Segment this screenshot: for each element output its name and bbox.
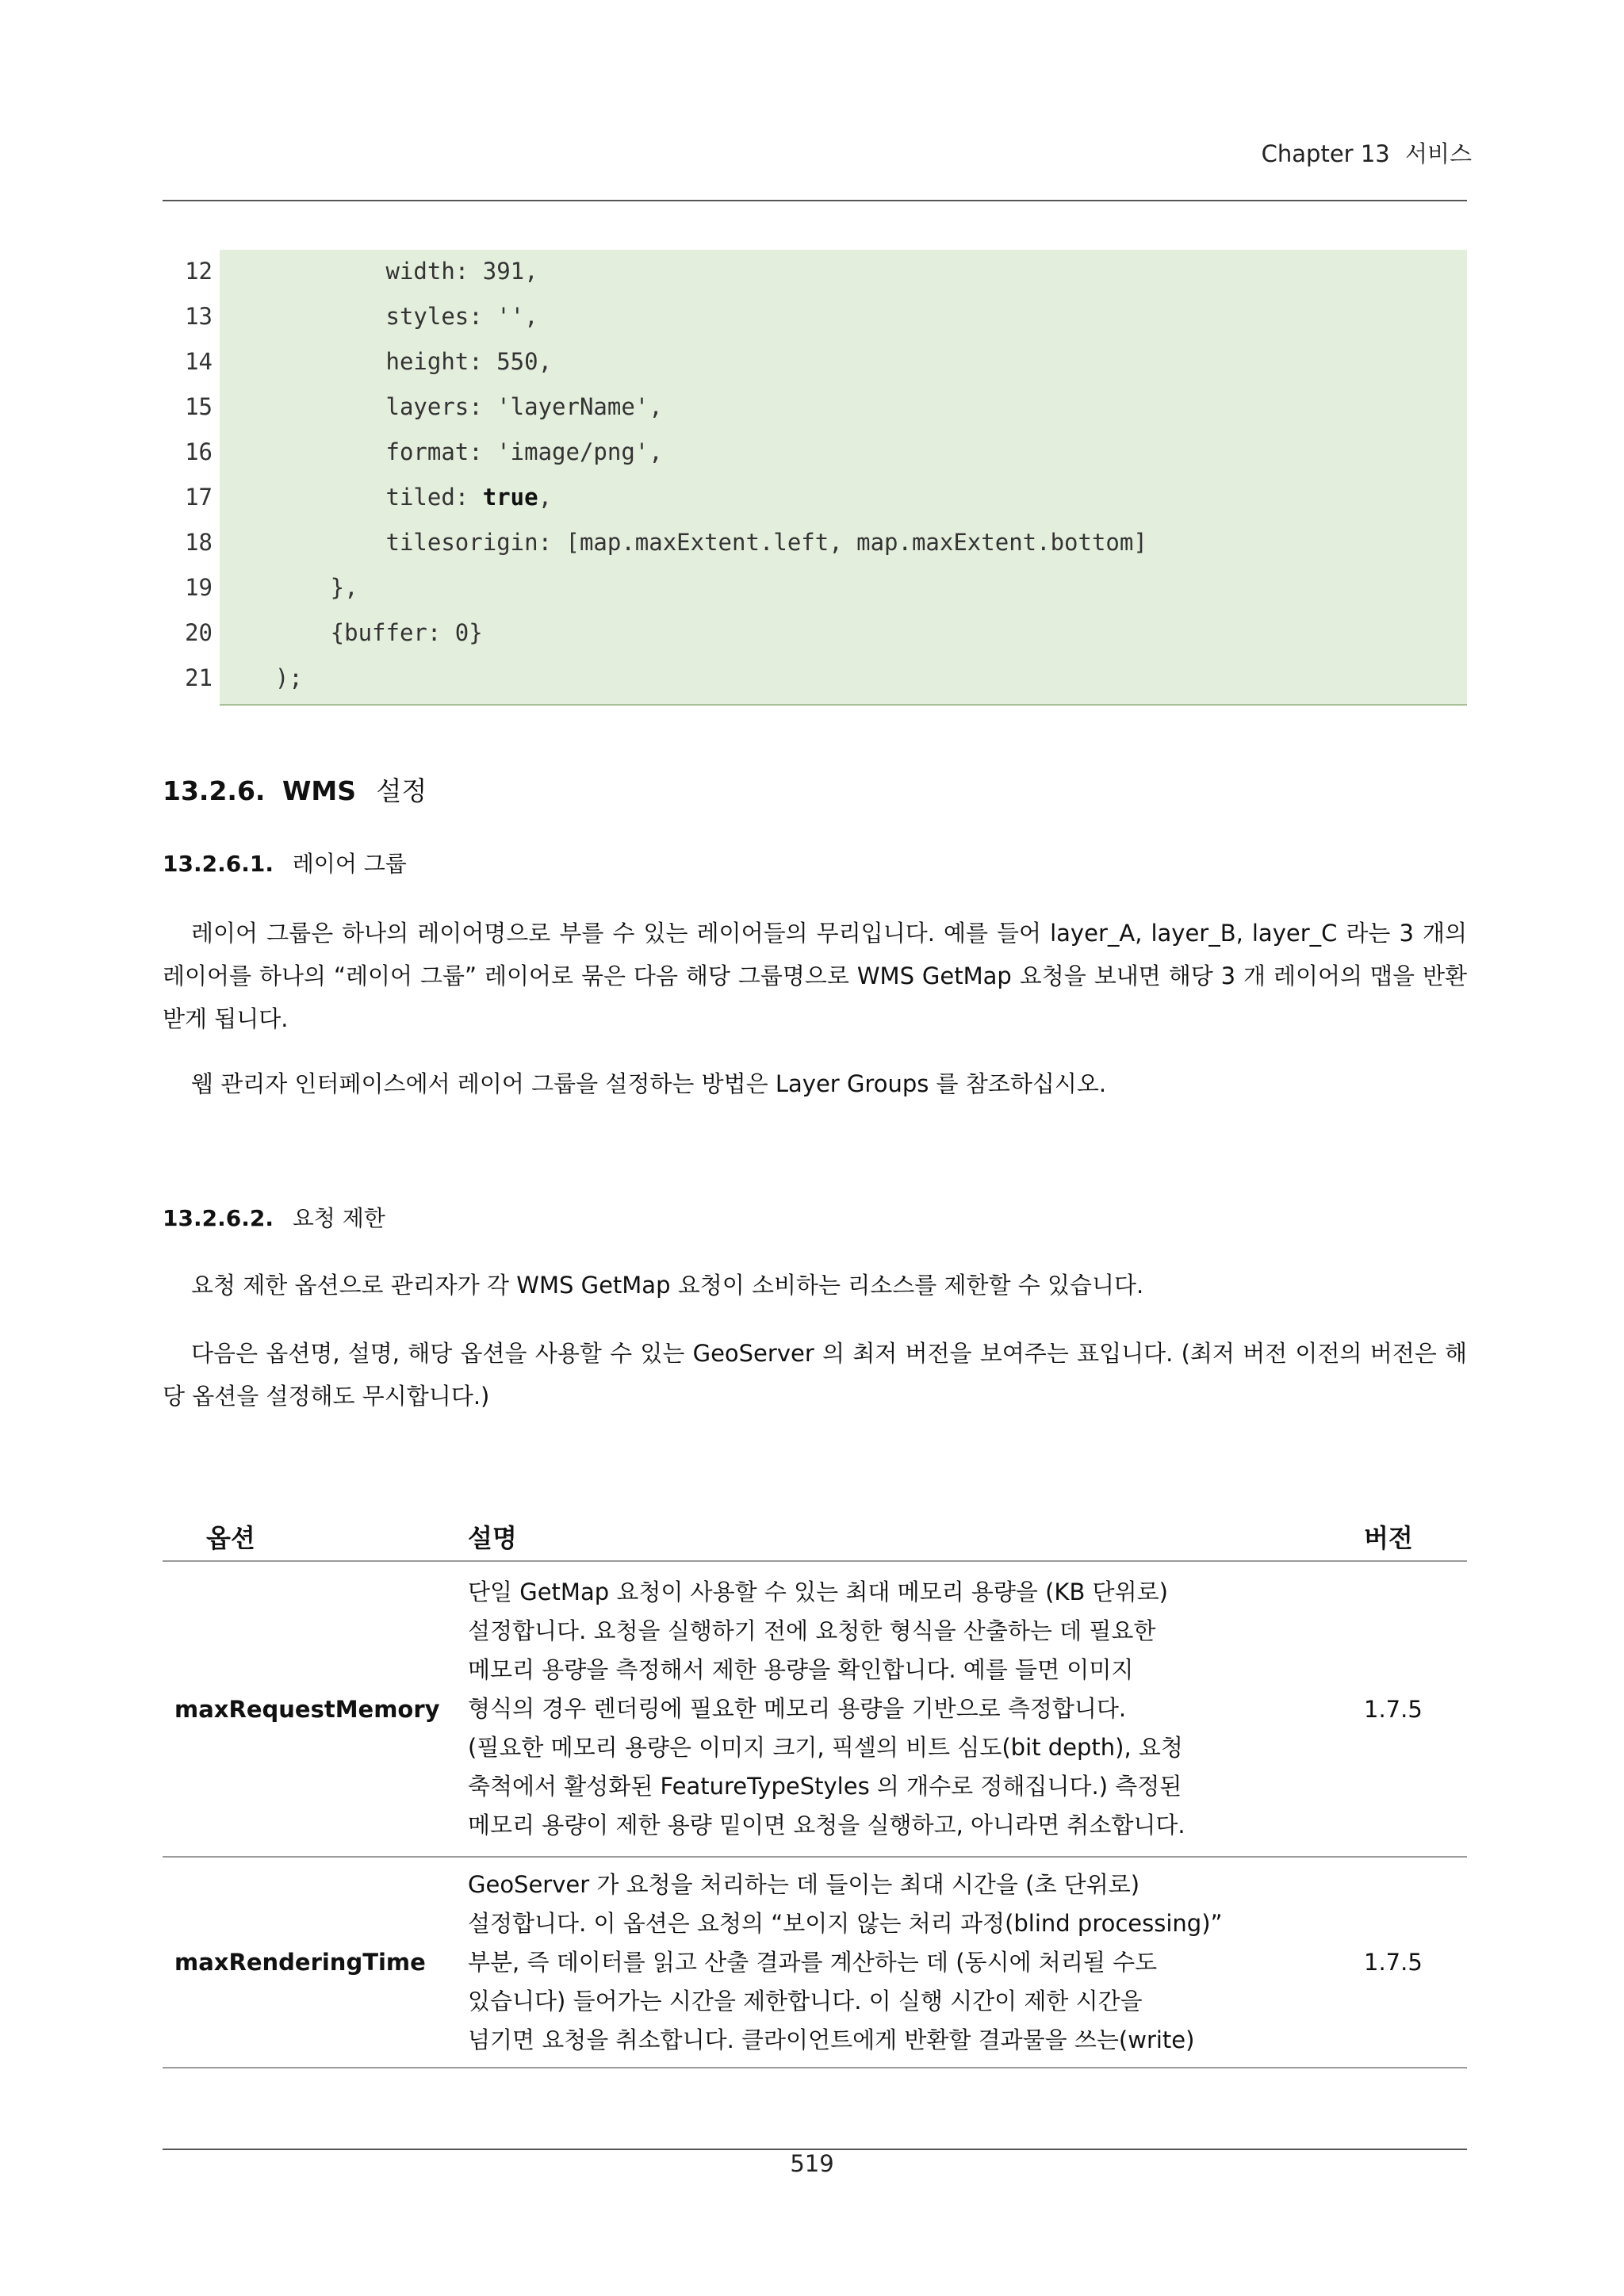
- description-line: 부분, 즉 데이터를 읽고 산출 결과를 계산하는 데 (동시에 처리될 수도: [468, 1948, 1158, 1976]
- paragraph: 웹 관리자 인터페이스에서 레이어 그룹을 설정하는 방법은 Layer Groups 를 참조하십시오.: [191, 1070, 1107, 1097]
- column-header-description: 설명: [468, 1513, 1348, 1561]
- column-header-version: 버전: [1348, 1513, 1467, 1561]
- line-number: 12: [185, 258, 213, 285]
- subsection-title: 요청 제한: [292, 1205, 385, 1231]
- description-line: 축척에서 활성화된 FeatureTypeStyles 의 개수로 정해집니다.) 측정된: [468, 1773, 1182, 1800]
- description-line: GeoServer 가 요청을 처리하는 데 들이는 최대 시간을 (초 단위로): [468, 1870, 1140, 1898]
- description-line: 넘기면 요청을 취소합니다. 클라이언트에게 반환할 결과물을 쓰는(write): [468, 2026, 1195, 2053]
- description-line: (필요한 메모리 용량은 이미지 크기, 픽셀의 비트 심도(bit depth), 요청: [468, 1734, 1183, 1761]
- code-line: [163, 611, 1467, 656]
- line-number: 17: [185, 484, 213, 511]
- line-text: layers: 'layerName',: [220, 393, 663, 420]
- subsection-number: 13.2.6.1.: [163, 851, 274, 877]
- line-number: 13: [185, 303, 213, 330]
- code-line: [163, 656, 1467, 702]
- description-line: 설정합니다. 요청을 실행하기 전에 요청한 형식을 산출하는 데 필요한: [468, 1617, 1156, 1644]
- code-line: [163, 521, 1467, 566]
- line-text: },: [220, 574, 358, 601]
- description-line: 메모리 용량이 제한 용량 밑이면 요청을 실행하고, 아니라면 취소합니다.: [468, 1812, 1185, 1839]
- option-description: [468, 1857, 1348, 2068]
- header-divider: [163, 200, 1467, 201]
- subsection-heading-layer-group: [163, 847, 407, 878]
- option-description: [468, 1561, 1348, 1857]
- code-listing: [163, 250, 1467, 704]
- line-text: );: [220, 664, 303, 691]
- description-line: 형식의 경우 렌더링에 필요한 메모리 용량을 기반으로 측정합니다.: [468, 1695, 1127, 1722]
- description-line: 메모리 용량을 측정해서 제한 용량을 확인합니다. 예를 들면 이미지: [468, 1656, 1134, 1683]
- paragraph: 다음은 옵션명, 설명, 해당 옵션을 사용할 수 있는 GeoServer 의 최저 버전을 보여주는 표입니다. (최저 버전 이전의 버전은 해당 옵션을 설정해도 무시합니다.): [163, 1340, 1467, 1410]
- code-line: [163, 430, 1467, 476]
- subsection-number: 13.2.6.2.: [163, 1205, 274, 1231]
- options-table: [163, 1513, 1467, 2068]
- description-line: 설정합니다. 이 옵션은 요청의 “보이지 않는 처리 과정(blind processing)”: [468, 1909, 1223, 1937]
- description-line: 있습니다) 들어가는 시간을 제한합니다. 이 실행 시간이 제한 시간을: [468, 1987, 1143, 2015]
- page-number: 519: [790, 2150, 834, 2177]
- code-line: [163, 250, 1467, 295]
- table-row: [163, 1857, 1467, 2068]
- section-title-kr: 설정: [376, 775, 427, 806]
- line-text: tiled: true,: [220, 484, 553, 511]
- line-text: width: 391,: [220, 258, 538, 285]
- keyword-true: true: [482, 484, 538, 511]
- description-line: 단일 GetMap 요청이 사용할 수 있는 최대 메모리 용량을 (KB 단위로): [468, 1578, 1168, 1605]
- section-number: 13.2.6.: [163, 775, 266, 806]
- code-line: [163, 476, 1467, 521]
- line-number: 21: [185, 664, 213, 691]
- line-text: tilesorigin: [map.maxExtent.left, map.maxExtent.bottom]: [220, 529, 1147, 556]
- paragraph: 요청 제한 옵션으로 관리자가 각 WMS GetMap 요청이 소비하는 리소스를 제한할 수 있습니다.: [191, 1272, 1144, 1299]
- chapter-label: Chapter 13: [1261, 140, 1390, 167]
- code-line: [163, 385, 1467, 430]
- option-version: 1.7.5: [1348, 1857, 1467, 2068]
- line-text: format: 'image/png',: [220, 438, 663, 465]
- line-text: height: 550,: [220, 348, 553, 375]
- line-number: 19: [185, 574, 213, 601]
- subsection-title: 레이어 그룹: [292, 851, 407, 877]
- column-header-option: 옵션: [163, 1513, 468, 1561]
- line-number: 14: [185, 348, 213, 375]
- option-name: maxRenderingTime: [163, 1857, 468, 2068]
- line-number: 15: [185, 393, 213, 420]
- table-row: [163, 1561, 1467, 1857]
- option-version: 1.7.5: [1348, 1561, 1467, 1857]
- code-line: [163, 340, 1467, 385]
- chapter-title: 서비스: [1404, 140, 1472, 167]
- paragraph: 레이어 그룹은 하나의 레이어명으로 부를 수 있는 레이어들의 무리입니다. 예를 들어 layer_A, layer_B, layer_C 라는 3 개의 레이어를 하나의 “레이어 그룹” 레이어로 묶은 다음 해당 그룹명으로 WMS GetMap 요청을 보내면 해당 3 개 레이어의 맵을 반환받게 됩니다.: [163, 920, 1467, 1032]
- section-heading: [163, 771, 427, 808]
- section-title-en: WMS: [282, 775, 356, 806]
- line-number: 20: [185, 619, 213, 646]
- line-number: 18: [185, 529, 213, 556]
- option-name: maxRequestMemory: [163, 1561, 468, 1857]
- running-header: [1262, 136, 1472, 169]
- subsection-heading-request-limits: [163, 1201, 385, 1233]
- line-number: 16: [185, 438, 213, 465]
- line-text: {buffer: 0}: [220, 619, 483, 646]
- code-line: [163, 566, 1467, 611]
- table-header-row: [163, 1513, 1467, 1561]
- line-text: styles: '',: [220, 303, 538, 330]
- code-line: [163, 295, 1467, 340]
